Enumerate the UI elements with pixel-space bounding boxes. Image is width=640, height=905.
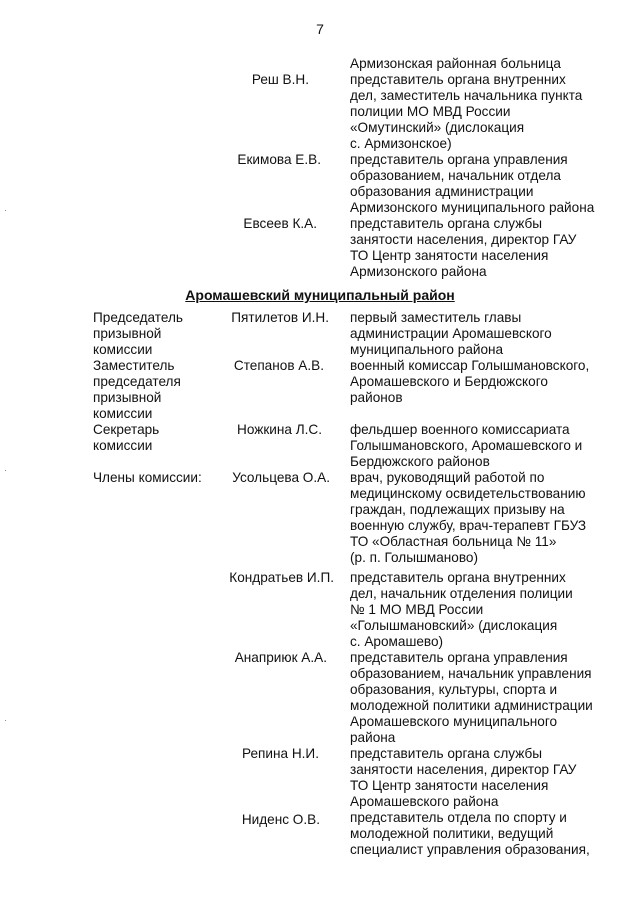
member-desc-line: полиции МО МВД России	[350, 104, 511, 119]
member-desc-line: (р. п. Голышманово)	[350, 550, 479, 565]
scan-speck	[5, 470, 6, 471]
member-desc-line: представитель органа внутренних	[350, 570, 566, 585]
member-desc-line: ТО Центр занятости населения	[350, 778, 549, 793]
member-name: Репина Н.И.	[242, 746, 319, 761]
member-name: Екимова Е.В.	[237, 152, 321, 167]
member-desc-line: № 1 МО МВД России	[350, 602, 484, 617]
member-desc-line: муниципального района	[350, 342, 504, 357]
member-desc-line: Бердюжского районов	[350, 454, 490, 469]
member-name: Ниденс О.В.	[241, 812, 320, 827]
scan-speck	[5, 720, 6, 721]
member-desc-line: администрации Аромашевского	[350, 326, 552, 341]
member-desc-line: образованием, начальник управления	[350, 666, 592, 681]
member-desc-line: районов	[350, 390, 403, 405]
member-desc-line: представитель органа службы	[350, 216, 542, 231]
member-desc-line: представитель органа управления	[350, 152, 568, 167]
member-name: Пятилетов И.Н.	[231, 310, 329, 325]
section-title: Аромашевский муниципальный район	[185, 287, 455, 303]
member-desc-line: с. Армизонское)	[350, 136, 452, 151]
member-desc-line: ТО «Областная больница № 11»	[350, 534, 557, 549]
role-label: призывной	[93, 326, 162, 341]
scan-speck	[5, 210, 6, 211]
member-desc-line: «Голышмановский» (дислокация	[350, 618, 558, 633]
member-desc-line: представитель отдела по спорту и	[350, 810, 567, 825]
member-desc-line: района	[350, 730, 396, 745]
page-number: 7	[316, 21, 324, 37]
role-label: Председатель	[93, 310, 183, 325]
member-name: Реш В.Н.	[251, 72, 309, 87]
member-name: Степанов А.В.	[233, 358, 324, 373]
member-desc-line: занятости населения, директор ГАУ	[350, 232, 577, 247]
member-desc-line: «Омутинский» (дислокация	[350, 120, 525, 135]
member-desc-line: ТО Центр занятости населения	[350, 248, 549, 263]
member-desc-line: с. Аромашево)	[350, 634, 444, 649]
member-desc-line: Голышмановского, Аромашевского и	[350, 438, 583, 453]
role-label: комиссии	[93, 406, 153, 421]
role-label: комиссии	[93, 438, 153, 453]
member-name: Анаприюк А.А.	[234, 650, 327, 665]
member-desc-line: образования администрации	[350, 184, 534, 199]
member-desc-line: молодежной политики администрации	[350, 698, 593, 713]
member-desc-line: врач, руководящий работой по	[350, 470, 545, 485]
member-desc-line: первый заместитель главы	[350, 310, 522, 325]
member-desc-line: Аромашевского района	[350, 794, 499, 809]
role-label: председателя	[93, 374, 181, 389]
member-desc-line: представитель органа службы	[350, 746, 542, 761]
member-desc-line: военную службу, врач-терапевт ГБУЗ	[350, 518, 587, 533]
member-desc-line: представитель органа внутренних	[350, 72, 566, 87]
member-desc-line: Армизонского муниципального района	[350, 200, 595, 215]
member-name: Евсеев К.А.	[243, 216, 317, 231]
member-desc-line: граждан, подлежащих призыву на	[350, 502, 565, 517]
member-desc-line: молодежной политики, ведущий	[350, 826, 554, 841]
member-desc-line: занятости населения, директор ГАУ	[350, 762, 577, 777]
member-desc-line: Аромашевского муниципального	[350, 714, 558, 729]
member-desc-line: Армизонского района	[350, 264, 487, 279]
role-label: комиссии	[93, 342, 153, 357]
role-label: призывной	[93, 390, 162, 405]
member-desc-line: Аромашевского и Бердюжского	[350, 374, 548, 389]
member-desc-line: специалист управления образования,	[350, 842, 590, 857]
member-desc-line: военный комиссар Голышмановского,	[350, 358, 590, 373]
role-label: Секретарь	[93, 422, 160, 437]
member-desc-line: медицинскому освидетельствованию	[350, 486, 586, 501]
role-label: Члены комиссии:	[93, 470, 202, 485]
member-desc-line: дел, заместитель начальника пункта	[350, 88, 583, 103]
member-name: Усольцева О.А.	[232, 470, 330, 485]
member-name: Ножкина Л.С.	[237, 422, 322, 437]
member-desc-line: представитель органа управления	[350, 650, 568, 665]
member-desc-line: образованием, начальник отдела	[350, 168, 561, 183]
role-label: Заместитель	[93, 358, 175, 373]
member-name: Кондратьев И.П.	[229, 570, 334, 585]
member-desc-line: образования, культуры, спорта и	[350, 682, 558, 697]
member-desc-line: дел, начальник отделения полиции	[350, 586, 573, 601]
pre-desc-0-0: Армизонская районная больница	[350, 56, 561, 71]
member-desc-line: фельдшер военного комиссариата	[350, 422, 570, 437]
